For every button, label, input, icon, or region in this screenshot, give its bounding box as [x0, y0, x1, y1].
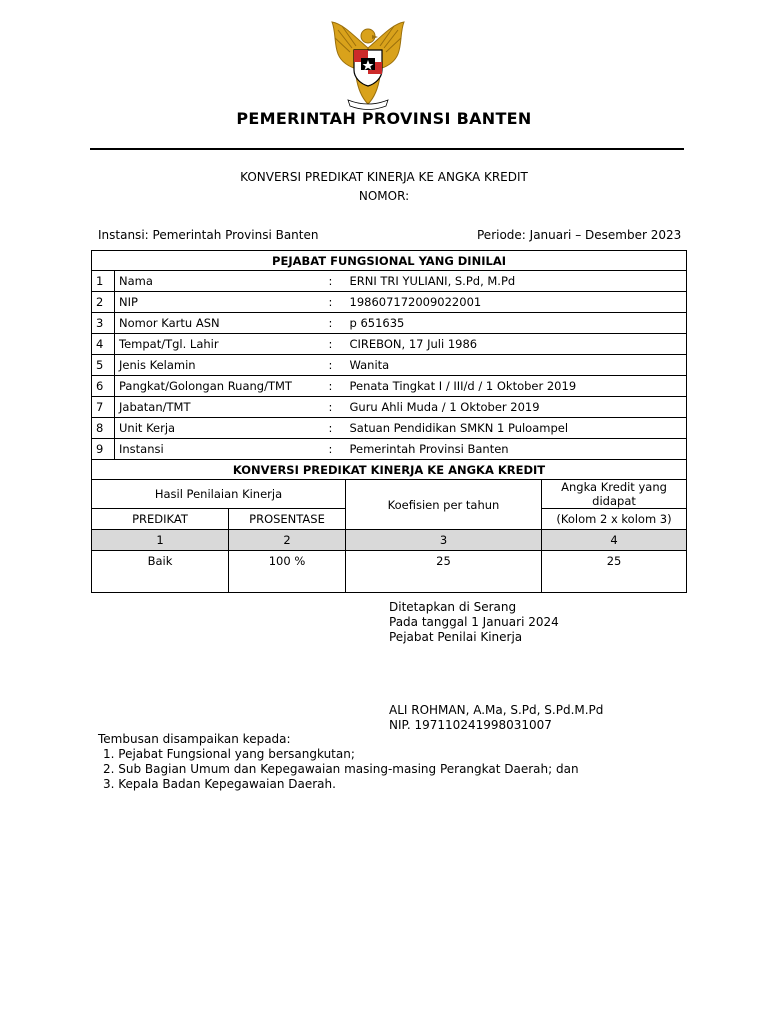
table-row [92, 397, 687, 418]
signature-role: Pejabat Penilai Kinerja [389, 630, 523, 644]
row-number: 1 [92, 271, 115, 292]
column-number: 3 [346, 530, 542, 551]
row-label: Jenis Kelamin [115, 355, 329, 376]
konversi-data-row [92, 551, 687, 593]
koefisien-value: 25 [346, 551, 542, 593]
row-label: Jabatan/TMT [115, 397, 329, 418]
header-title: PEMERINTAH PROVINSI BANTEN [236, 109, 532, 128]
angka-kredit-value: 25 [542, 551, 687, 593]
table-row [92, 271, 687, 292]
row-value: CIREBON, 17 Juli 1986 [346, 334, 687, 355]
table-row [92, 334, 687, 355]
signature-date: Pada tanggal 1 Januari 2024 [389, 615, 559, 629]
konversi-section-title: KONVERSI PREDIKAT KINERJA KE ANGKA KREDIT [92, 460, 687, 480]
periode-text: Periode: Januari – Desember 2023 [477, 228, 682, 242]
row-colon: : [329, 439, 346, 460]
row-number: 6 [92, 376, 115, 397]
table-row [92, 355, 687, 376]
tembusan-item: 1. Pejabat Fungsional yang bersangkutan; [103, 747, 355, 761]
row-label: Nomor Kartu ASN [115, 313, 329, 334]
row-label: Pangkat/Golongan Ruang/TMT [115, 376, 329, 397]
predikat-header: PREDIKAT [92, 509, 229, 530]
hasil-penilaian-header: Hasil Penilaian Kinerja [92, 480, 346, 509]
konversi-header-row [92, 480, 687, 509]
table-row [92, 439, 687, 460]
table-row [92, 376, 687, 397]
row-label: Instansi [115, 439, 329, 460]
row-colon: : [329, 313, 346, 334]
row-number: 3 [92, 313, 115, 334]
row-value: p 651635 [346, 313, 687, 334]
row-label: Nama [115, 271, 329, 292]
row-value: Penata Tingkat I / III/d / 1 Oktober 2019 [346, 376, 687, 397]
tembusan-item: 3. Kepala Badan Kepegawaian Daerah. [103, 777, 336, 791]
angka-kredit-formula: (Kolom 2 x kolom 3) [542, 509, 687, 530]
predikat-value: Baik [92, 551, 229, 593]
document-nomor: NOMOR: [358, 189, 410, 203]
row-number: 5 [92, 355, 115, 376]
tembusan-item: 2. Sub Bagian Umum dan Kepegawaian masing-masing Perangkat Daerah; dan [103, 762, 579, 776]
row-colon: : [329, 397, 346, 418]
row-number: 9 [92, 439, 115, 460]
koefisien-header: Koefisien per tahun [346, 480, 542, 530]
konversi-section-header [92, 460, 687, 480]
row-value: Pemerintah Provinsi Banten [346, 439, 687, 460]
row-value: 198607172009022001 [346, 292, 687, 313]
row-number: 2 [92, 292, 115, 313]
prosentase-header: PROSENTASE [229, 509, 346, 530]
instansi-text: Instansi: Pemerintah Provinsi Banten [98, 228, 319, 242]
angka-kredit-header: Angka Kredit yang didapat [542, 480, 687, 509]
header-divider [90, 148, 684, 150]
row-value: Satuan Pendidikan SMKN 1 Puloampel [346, 418, 687, 439]
column-number: 4 [542, 530, 687, 551]
tembusan-title: Tembusan disampaikan kepada: [98, 732, 291, 746]
pejabat-section-title: PEJABAT FUNGSIONAL YANG DINILAI [92, 251, 687, 271]
table-row [92, 292, 687, 313]
row-colon: : [329, 292, 346, 313]
signature-place: Ditetapkan di Serang [389, 600, 517, 614]
assessment-table [91, 250, 687, 593]
table-row [92, 313, 687, 334]
row-colon: : [329, 376, 346, 397]
garuda-emblem-icon [322, 18, 414, 110]
row-number: 8 [92, 418, 115, 439]
table-row [92, 418, 687, 439]
column-number: 1 [92, 530, 229, 551]
document-title: KONVERSI PREDIKAT KINERJA KE ANGKA KREDIT [240, 170, 528, 184]
row-label: Unit Kerja [115, 418, 329, 439]
column-number-row [92, 530, 687, 551]
row-label: NIP [115, 292, 329, 313]
row-label: Tempat/Tgl. Lahir [115, 334, 329, 355]
row-value: ERNI TRI YULIANI, S.Pd, M.Pd [346, 271, 687, 292]
row-colon: : [329, 355, 346, 376]
row-number: 7 [92, 397, 115, 418]
row-colon: : [329, 418, 346, 439]
row-value: Wanita [346, 355, 687, 376]
column-number: 2 [229, 530, 346, 551]
row-number: 4 [92, 334, 115, 355]
row-colon: : [329, 271, 346, 292]
pejabat-section-header [92, 251, 687, 271]
signatory-nip: NIP. 197110241998031007 [389, 718, 552, 732]
prosentase-value: 100 % [229, 551, 346, 593]
row-colon: : [329, 334, 346, 355]
signatory-name: ALI ROHMAN, A.Ma, S.Pd, S.Pd.M.Pd [389, 703, 604, 717]
row-value: Guru Ahli Muda / 1 Oktober 2019 [346, 397, 687, 418]
